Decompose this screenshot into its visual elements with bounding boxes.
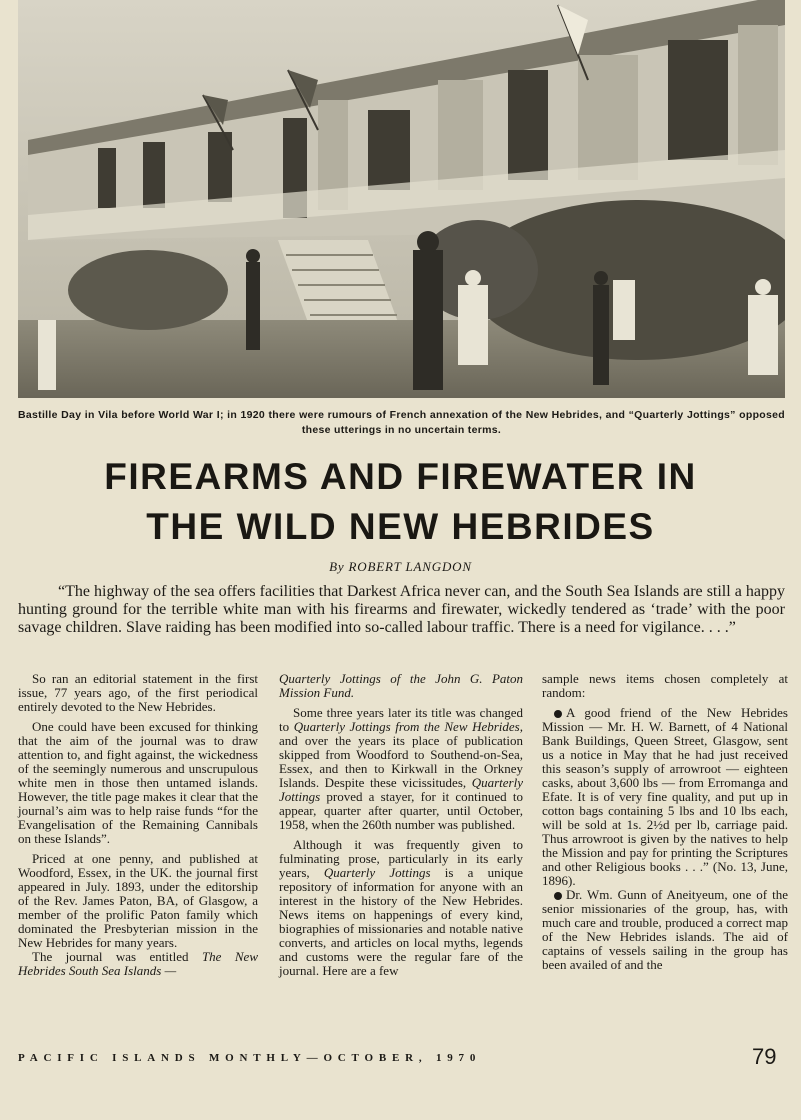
historic-photo (18, 0, 785, 398)
col2-p3-b: Quarterly Jottings (323, 865, 431, 880)
col2-p1-title: Quarterly Jottings of the John G. Paton Mission Fund. (279, 671, 523, 700)
column-2 (279, 672, 523, 978)
column-3 (542, 672, 788, 972)
col3-p2-text: A good friend of the New Hebrides Mission — Mr. H. W. Barnett, of 4 National Bank Buildings, Queen Street, Glasgow, sent us a notice in May that he had just received this season’s supply of arrowroot — eighteen casks, about 3,600 lbs — from Erromanga and Efate. It is of very fine quality, and put up in cotton bags containing 5 lbs and 10 lbs each, will be sold at 1s. 2½d per lb, carriage paid. Thus arrowroot is given by the natives to help the Mission and pay for printing the Scriptures and other Religious books . . .” (No. 13, June, 1896). (542, 705, 788, 888)
headline-line-2: THE WILD NEW HEBRIDES (146, 506, 655, 547)
bullet-icon (554, 892, 562, 900)
col3-paragraph-2 (542, 706, 788, 888)
col2-p3-a: Although it was frequently given to fulminating prose, particularly in its early years, (279, 837, 523, 880)
col2-p2-a: Some three years later its title was changed to (279, 705, 523, 734)
col1-paragraph-1: So ran an editorial statement in the first issue, 77 years ago, of the first periodical entirely devoted to the New Hebrides. (18, 671, 258, 714)
intro-quote-text: “The highway of the sea offers facilities that Darkest Africa never can, and the South Sea Islands are still a happy hunting ground for the terrible white man with his firearms and firewater, wickedly tendered as ‘trade’ with the poor savage children. Slave raiding has been modified into so-called labour traffic. There is a need for vigilance. . . .” (18, 583, 785, 636)
col2-paragraph-2 (279, 706, 523, 832)
col2-p2-e: proved a stayer, for it continued to appear, quarter after quarter, until October, 1958, when the 260th number was published. (279, 789, 523, 832)
col2-paragraph-3 (279, 838, 523, 978)
column-1 (18, 672, 258, 978)
col2-p3-c: is a unique repository of information for anyone with an interest in the history of the New Hebrides. News items on happenings of every kind, biographies of missionaries and notable native converts, and articles on local myths, legends and customs were the regular fare of the journal. Here are a few (279, 865, 523, 978)
col1-paragraph-3: Priced at one penny, and published at Woodford, Essex, in the UK. the journal first appeared in July. 1893, under the editorship of the Rev. James Paton, BA, of Glasgow, a member of the prolific Paton family which dominated the Presbyterian mission in the New Hebrides for many years. (18, 851, 258, 950)
col1-paragraph-4 (18, 950, 258, 978)
col1-p4-title: The New Hebrides South Sea Islands — (18, 949, 258, 978)
headline-line-1: FIREARMS AND FIREWATER IN (104, 456, 697, 497)
col3-paragraph-1: sample news items chosen completely at random: (542, 671, 788, 700)
intro-quote (18, 583, 785, 637)
photo-caption: Bastille Day in Vila before World War I; in 1920 there were rumours of French annexation of the New Hebrides, and “Quarterly Jottings” opposed these utterings in no uncertain terms. (18, 409, 785, 436)
historic-photo-image (18, 0, 785, 398)
col2-p2-d: Quarterly Jottings (279, 775, 523, 804)
bullet-icon (554, 710, 562, 718)
footer-publication-line: PACIFIC ISLANDS MONTHLY—OCTOBER, 1970 (18, 1052, 482, 1064)
page-number: 79 (752, 1044, 777, 1069)
col3-paragraph-3 (542, 888, 788, 972)
col1-paragraph-2: One could have been excused for thinking that the aim of the journal was to draw attention to, and fight against, the wickedness of the seemingly numerous and unscrupulous white men in those then untamed islands. However, the title page makes it clear that the journal’s aim was to help raise funds “for the Evangelisation of the Remaining Cannibals on these Islands”. (18, 719, 258, 846)
byline: By ROBERT LANGDON (329, 559, 472, 574)
col3-p3-text: Dr. Wm. Gunn of Aneityeum, one of the senior missionaries of the group, has, with much care and trouble, produced a correct map of the New Hebrides islands. The aid of captains of vessels sailing in the group has been availed of and the (542, 887, 788, 972)
col2-p2-b: Quarterly Jottings from the New Hebrides, (293, 719, 523, 734)
col2-p2-c: and over the years its place of publication skipped from Woodford to Southend-on-Sea, Essex, and then to Kirkwall in the Orkney Islands. Despite these vicissitudes, (279, 733, 523, 790)
col1-p4-text: The journal was entitled (32, 949, 202, 964)
col2-paragraph-1 (279, 672, 523, 700)
